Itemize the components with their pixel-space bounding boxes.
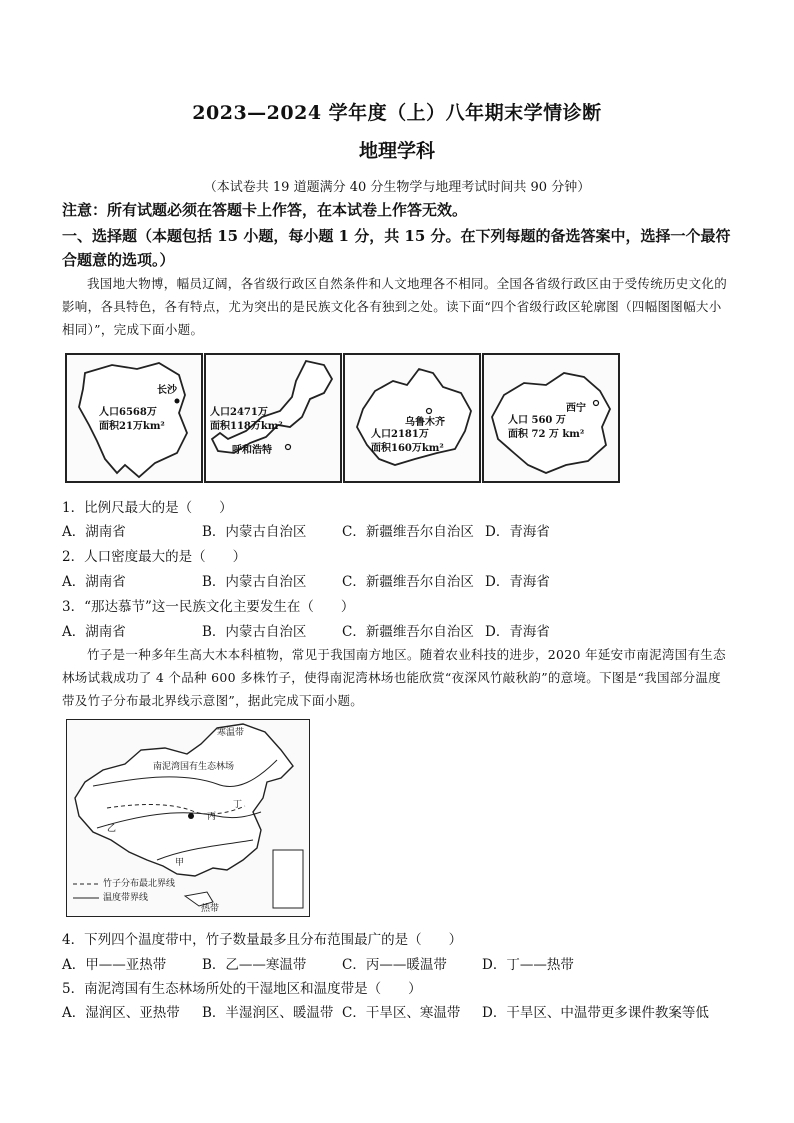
passage-1: 我国地大物博，幅员辽阔，各省级行政区自然条件和人文地理各不相同。全国各省级行政区由于受传统历史文化的影响，各具特色，各有特点，尤为突出的是民族文化各有独到之处。读下面“四个省级行政区轮廓图（四幅图图幅大小相同）”，完成下面小题。 <box>62 276 728 337</box>
option[interactable]: C．新疆维吾尔自治区 <box>342 524 474 540</box>
subject-title: 地理学科 <box>358 140 435 162</box>
passage-2: 竹子是一种多年生高大木本科植物，常见于我国南方地区。随着农业科技的进步，2020 年延安市南泥湾国有生态林场试栽成功了 4 个品种 600 多株竹子，使得南泥湾林场也能欣赏“夜深风竹敲秋韵”的意境。下图是“我国部分温度带及竹子分布最北界线示意图”，据此完成下面小题。 <box>62 647 726 708</box>
question-3-options <box>62 620 762 640</box>
trailing-text: 更多课件教案等低 <box>600 1005 709 1021</box>
question-1-options <box>62 520 762 540</box>
map-area: 面积160万km² <box>371 443 444 454</box>
option[interactable]: C．丙——暖温带 <box>342 957 447 973</box>
map-population: 人口 560 万 <box>508 415 566 426</box>
option[interactable]: A．湖南省 <box>62 524 126 540</box>
option[interactable]: A．湖南省 <box>62 624 126 640</box>
question-5: 5．南泥湾国有生态林场所处的干湿地区和温度带是（ ） <box>62 981 422 997</box>
section-heading: 一、选择题（本题包括 15 小题，每小题 1 分，共 15 分。在下列每题的备选答案中，选择一个最符合题意的选项。） <box>62 227 731 269</box>
question-2: 2．人口密度最大的是（ ） <box>62 549 247 565</box>
question-1: 1．比例尺最大的是（ ） <box>62 500 233 516</box>
option[interactable]: B．内蒙古自治区 <box>202 574 307 590</box>
map-city: 乌鲁木齐 <box>405 417 445 428</box>
legend-temperature-line: 温度带界线 <box>103 893 149 903</box>
option[interactable]: B．内蒙古自治区 <box>202 624 307 640</box>
option[interactable]: C．新疆维吾尔自治区 <box>342 624 474 640</box>
label-bing: 丙 <box>207 812 217 822</box>
label-ding: 丁 <box>233 800 243 810</box>
map-city: 呼和浩特 <box>232 445 272 456</box>
legend-bamboo-line: 竹子分布最北界线 <box>103 879 176 889</box>
map-population: 人口2181万 <box>371 429 429 440</box>
map-area: 面积21万km² <box>99 421 165 432</box>
province-maps <box>65 353 617 481</box>
notice: 注意：所有试题必须在答题卡上作答，在本试卷上作答无效。 <box>62 201 468 219</box>
option[interactable]: C．新疆维吾尔自治区 <box>342 574 474 590</box>
option[interactable]: B．半湿润区、暖温带 <box>202 1005 334 1021</box>
question-4-options <box>62 953 762 973</box>
map-city: 长沙 <box>157 385 177 396</box>
map-xinjiang <box>343 353 481 483</box>
label-cold-temperate: 寒温带 <box>217 728 245 738</box>
label-yi: 乙 <box>107 824 117 834</box>
option[interactable]: A．湿润区、亚热带 <box>62 1005 180 1021</box>
label-forest-farm: 南泥湾国有生态林场 <box>153 762 235 772</box>
map-inner-mongolia <box>204 353 342 483</box>
option[interactable]: D．青海省 <box>485 524 550 540</box>
option[interactable]: B．乙——寒温带 <box>202 957 307 973</box>
question-5-options <box>62 1001 762 1021</box>
exam-info: （本试卷共 19 道题满分 40 分生物学与地理考试时间共 90 分钟） <box>203 180 591 195</box>
question-2-options <box>62 570 762 590</box>
label-jia: 甲 <box>175 858 185 868</box>
option[interactable]: A．甲——亚热带 <box>62 957 167 973</box>
label-tropic: 热带 <box>201 904 220 914</box>
map-area: 面积 72 万 km² <box>508 429 585 440</box>
option[interactable]: C．干旱区、寒温带 <box>342 1005 461 1021</box>
map-population: 人口2471万 <box>210 407 268 418</box>
exam-title: 2023—2024 学年度（上）八年期末学情诊断 <box>192 102 602 124</box>
map-population: 人口6568万 <box>99 407 157 418</box>
question-3: 3．“那达慕节”这一民族文化主要发生在（ ） <box>62 599 355 615</box>
option[interactable]: D．丁——热带 <box>482 957 574 973</box>
map-qinghai <box>482 353 620 483</box>
map-city: 西宁 <box>566 403 586 414</box>
question-4: 4．下列四个温度带中，竹子数量最多且分布范围最广的是（ ） <box>62 932 463 948</box>
option[interactable]: D．青海省 <box>485 624 550 640</box>
option[interactable]: A．湖南省 <box>62 574 126 590</box>
map-hunan <box>65 353 203 483</box>
option[interactable]: B．内蒙古自治区 <box>202 524 307 540</box>
map-area: 面积118万km² <box>210 421 283 432</box>
option[interactable]: D．干旱区、中温带 <box>482 1005 601 1021</box>
option[interactable]: D．青海省 <box>485 574 550 590</box>
china-temperature-map <box>66 719 310 917</box>
